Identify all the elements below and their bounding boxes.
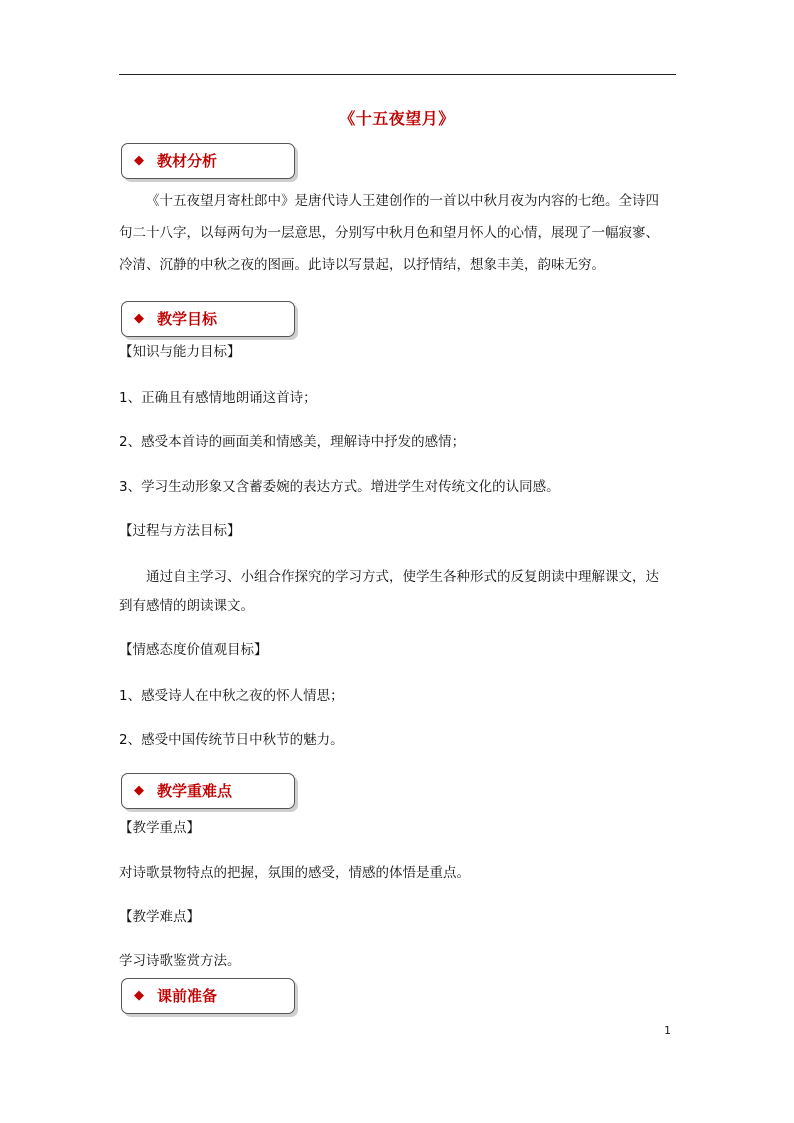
diamond-bullet-icon: ◆	[134, 153, 144, 168]
section-header-preparation	[121, 978, 295, 1014]
diamond-bullet-icon: ◆	[134, 311, 144, 326]
knowledge-goal-item-2: 2、感受本首诗的画面美和情感美，理解诗中抒发的感情；	[119, 434, 466, 450]
teaching-difficulty-label: 【教学难点】	[119, 909, 200, 925]
process-goals-line-2: 到有感情的朗读课文。	[119, 598, 254, 614]
section-header-goals	[121, 301, 295, 337]
process-goals-label: 【过程与方法目标】	[119, 523, 241, 539]
teaching-focus-text: 对诗歌景物特点的把握，氛围的感受，情感的体悟是重点。	[119, 865, 470, 881]
section-header-key-points	[121, 773, 295, 809]
emotion-goal-item-1: 1、感受诗人在中秋之夜的怀人情思；	[119, 688, 344, 704]
section-title: 课前准备	[157, 987, 218, 1005]
teaching-difficulty-text: 学习诗歌鉴赏方法。	[119, 953, 241, 969]
page-number: 1	[664, 1024, 671, 1037]
diamond-bullet-icon: ◆	[134, 988, 144, 1003]
diamond-bullet-icon: ◆	[134, 783, 144, 798]
teaching-focus-label: 【教学重点】	[119, 820, 200, 836]
section-header-material	[121, 143, 295, 179]
knowledge-goal-item-1: 1、正确且有感情地朗诵这首诗；	[119, 390, 317, 406]
material-paragraph-line-3: 冷清、沉静的中秋之夜的图画。此诗以写景起，以抒情结，想象丰美，韵味无穷。	[119, 257, 605, 273]
knowledge-goal-item-3: 3、学习生动形象又含蓄委婉的表达方式。增进学生对传统文化的认同感。	[119, 479, 560, 495]
material-paragraph-line-1: 《十五夜望月寄杜郎中》是唐代诗人王建创作的一首以中秋月夜为内容的七绝。全诗四	[146, 193, 659, 209]
material-paragraph-line-2: 句二十八字，以每两句为一层意思，分别写中秋月色和望月怀人的心情，展现了一幅寂寥、	[119, 225, 659, 241]
section-title: 教材分析	[157, 152, 218, 170]
header-rule	[119, 74, 676, 75]
emotion-goal-item-2: 2、感受中国传统节日中秋节的魅力。	[119, 732, 344, 748]
emotion-goals-label: 【情感态度价值观目标】	[119, 642, 268, 658]
section-title: 教学重难点	[157, 782, 233, 800]
document-title: 《十五夜望月》	[339, 109, 455, 128]
process-goals-line-1: 通过自主学习、小组合作探究的学习方式，使学生各种形式的反复朗读中理解课文，达	[146, 569, 659, 585]
knowledge-goals-label: 【知识与能力目标】	[119, 344, 241, 360]
section-title: 教学目标	[157, 310, 218, 328]
